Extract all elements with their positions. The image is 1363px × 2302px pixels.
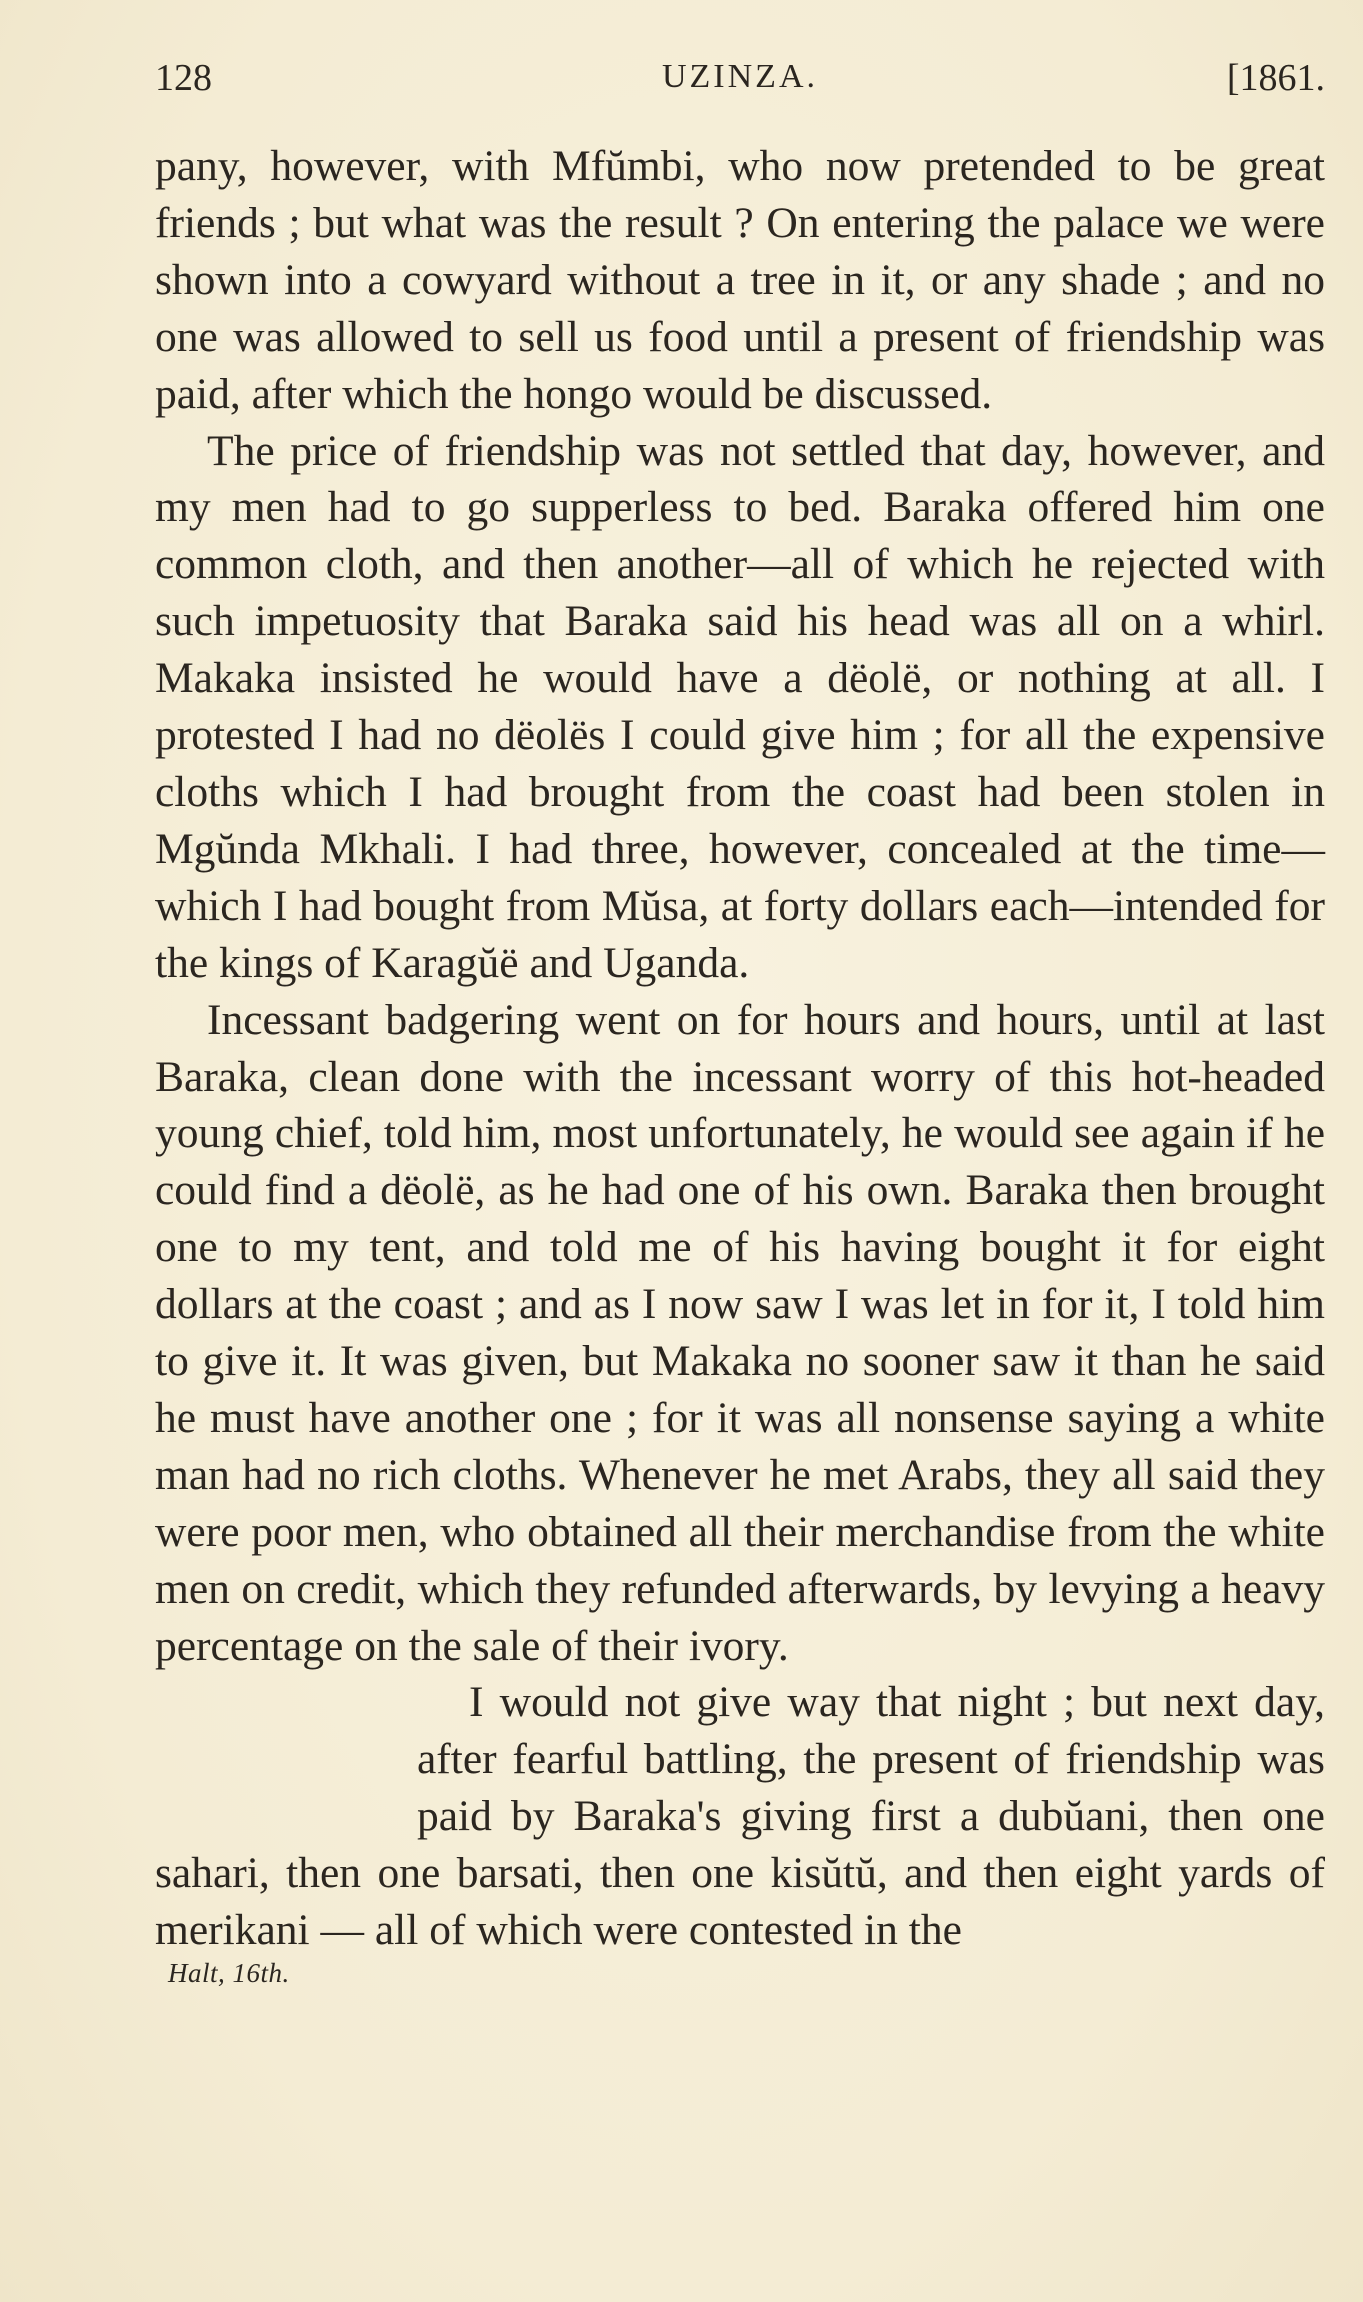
paragraph-3: Incessant badgering went on for hours and hours, until at last Baraka, clean done with the incessant worry of this hot-headed young chief, told him, most unfortunately, he would see again if he could find a dëolë, as he had one of his own. Baraka then brought one to my tent, and told me of his having bought it for eight dollars at the coast ; and as I now saw I was let in for it, I told him to give it. It was given, but Makaka no sooner saw it than he said he must have another one ; for it was all nonsense saying a white man had no rich cloths. Whenever he met Arabs, they all said they were poor men, who obtained all their merchandise from the white men on credit, which they refunded afterwards, by levying a heavy percentage on the sale of their ivory. [155, 995, 1325, 1670]
running-head [155, 56, 1325, 116]
paragraph-4-text: I would not give way that night ; but next day, after fearful battling, the present of friendship was paid by Baraka's giving first a dubŭani, then one sahari, then one barsati, then one kisŭtŭ, and then eight yards of merikani — all of which were contested in the [155, 1678, 1325, 1955]
paragraph-4-wrap [155, 1674, 1325, 1959]
paragraph-4 [155, 1674, 1325, 1959]
sidenote-spacer [155, 1731, 417, 1843]
paragraph-2: The price of friendship was not settled that day, however, and my men had to go supperless to bed. Baraka offered him one common cloth, and then another—all of which he rejected with such impetuosity that Baraka said his head was all on a whirl. Makaka insisted he would have a dëolë, or nothing at all. I protested I had no dëolës I could give him ; for all the expensive cloths which I had brought from the coast had been stolen in Mgŭnda Mkhali. I had three, however, concealed at the time—which I had bought from Mŭsa, at forty dollars each—intended for the kings of Karagŭë and Uganda. [155, 426, 1325, 987]
page-number: 128 [155, 57, 212, 99]
body-text [155, 138, 1325, 1959]
running-title: UZINZA. [661, 58, 819, 95]
margin-sidenote: Halt, 16th. [168, 1958, 290, 1988]
running-year: [1861. [1226, 57, 1325, 99]
paragraph-1: pany, however, with Mfŭmbi, who now pretended to be great friends ; but what was the result ? On entering the palace we were shown into a cowyard without a tree in it, or any shade ; and no one was allowed to sell us food until a present of friendship was paid, after which the hongo would be discussed. [155, 142, 1325, 418]
